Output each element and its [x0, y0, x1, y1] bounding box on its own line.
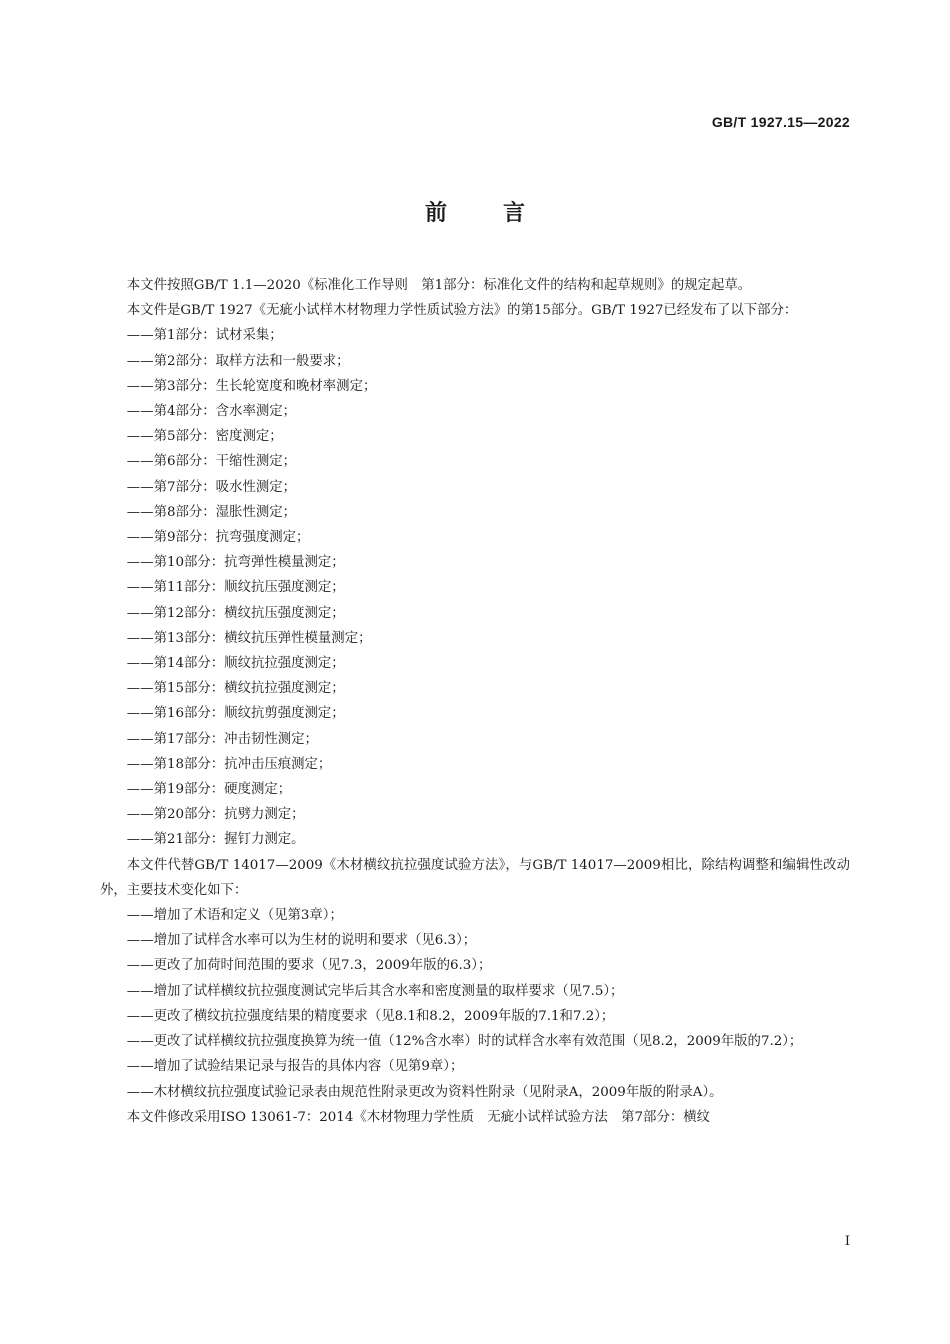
- list-item-part: ——第15部分：横纹抗拉强度测定；: [126, 681, 345, 697]
- standard-code: GB/T 1927.15—2022: [711, 114, 850, 130]
- list-item-part: ——第16部分：顺纹抗剪强度测定；: [126, 706, 345, 722]
- list-item-part: ——第3部分：生长轮宽度和晚材率测定；: [126, 378, 377, 394]
- list-item-change: ——更改了试样横纹抗拉强度换算为统一值（12%含水率）时的试样含水率有效范围（见8.2，2009年版的7.2）；: [126, 1034, 803, 1050]
- list-item-part: ——第10部分：抗弯弹性模量测定；: [126, 555, 345, 571]
- paragraph-series-intro: 本文件是GB/T 1927《无疵小试样木材物理力学性质试验方法》的第15部分。GB/T 1927已经发布了以下部分：: [126, 303, 798, 319]
- paragraph-drafting-basis: 本文件按照GB/T 1.1—2020《标准化工作导则 第1部分：标准化文件的结构和起草规则》的规定起草。: [126, 278, 752, 293]
- list-item-change: ——增加了术语和定义（见第3章）；: [126, 908, 343, 924]
- list-item-change: ——增加了试样含水率可以为生材的说明和要求（见6.3）；: [126, 933, 477, 949]
- changes-list: [100, 903, 850, 1105]
- list-item-part: ——第4部分：含水率测定；: [126, 404, 297, 420]
- list-item-change: ——木材横纹抗拉强度试验记录表由规范性附录更改为资料性附录（见附录A，2009年版的附录A）。: [126, 1084, 723, 1100]
- page-title: 前言: [424, 201, 581, 226]
- list-item-part: ——第20部分：抗劈力测定；: [126, 807, 305, 823]
- list-item-part: ——第14部分：顺纹抗拉强度测定；: [126, 656, 345, 672]
- list-item-change: ——增加了试验结果记录与报告的具体内容（见第9章）；: [126, 1059, 464, 1075]
- parts-list: [100, 323, 850, 852]
- list-item-part: ——第13部分：横纹抗压弹性模量测定；: [126, 630, 372, 646]
- list-item-part: ——第17部分：冲击韧性测定；: [126, 731, 318, 747]
- list-item-change: ——增加了试样横纹抗拉强度测试完毕后其含水率和密度测量的取样要求（见7.5）；: [126, 983, 624, 999]
- list-item-part: ——第11部分：顺纹抗压强度测定；: [126, 580, 345, 596]
- list-item-part: ——第5部分：密度测定；: [126, 429, 283, 445]
- list-item-change: ——更改了横纹抗拉强度结果的精度要求（见8.1和8.2，2009年版的7.1和7.2）；: [126, 1008, 615, 1024]
- list-item-part: ——第7部分：吸水性测定；: [126, 479, 297, 495]
- list-item-part: ——第8部分：湿胀性测定；: [126, 504, 297, 520]
- list-item-part: ——第21部分：握钉力测定。: [126, 832, 305, 848]
- list-item-part: ——第6部分：干缩性测定；: [126, 454, 297, 470]
- list-item-part: ——第1部分：试材采集；: [126, 328, 283, 344]
- list-item-part: ——第9部分：抗弯强度测定；: [126, 530, 310, 546]
- list-item-change: ——更改了加荷时间范围的要求（见7.3，2009年版的6.3）；: [126, 958, 492, 974]
- paragraph-iso-adoption: 本文件修改采用ISO 13061-7：2014《木材物理力学性质 无疵小试样试验方法 第7部分：横纹: [126, 1109, 711, 1125]
- list-item-part: ——第19部分：硬度测定；: [126, 782, 292, 798]
- list-item-part: ——第12部分：横纹抗压强度测定；: [126, 605, 345, 621]
- page-number: I: [844, 1234, 850, 1249]
- list-item-part: ——第18部分：抗冲击压痕测定；: [126, 756, 332, 772]
- list-item-part: ——第2部分：取样方法和一般要求；: [126, 353, 350, 369]
- paragraph-replacement: 本文件代替GB/T 14017—2009《木材横纹抗拉强度试验方法》，与GB/T 14017—2009相比，除结构调整和编辑性改动外，主要技术变化如下：: [100, 857, 850, 898]
- document-body: [100, 273, 850, 1130]
